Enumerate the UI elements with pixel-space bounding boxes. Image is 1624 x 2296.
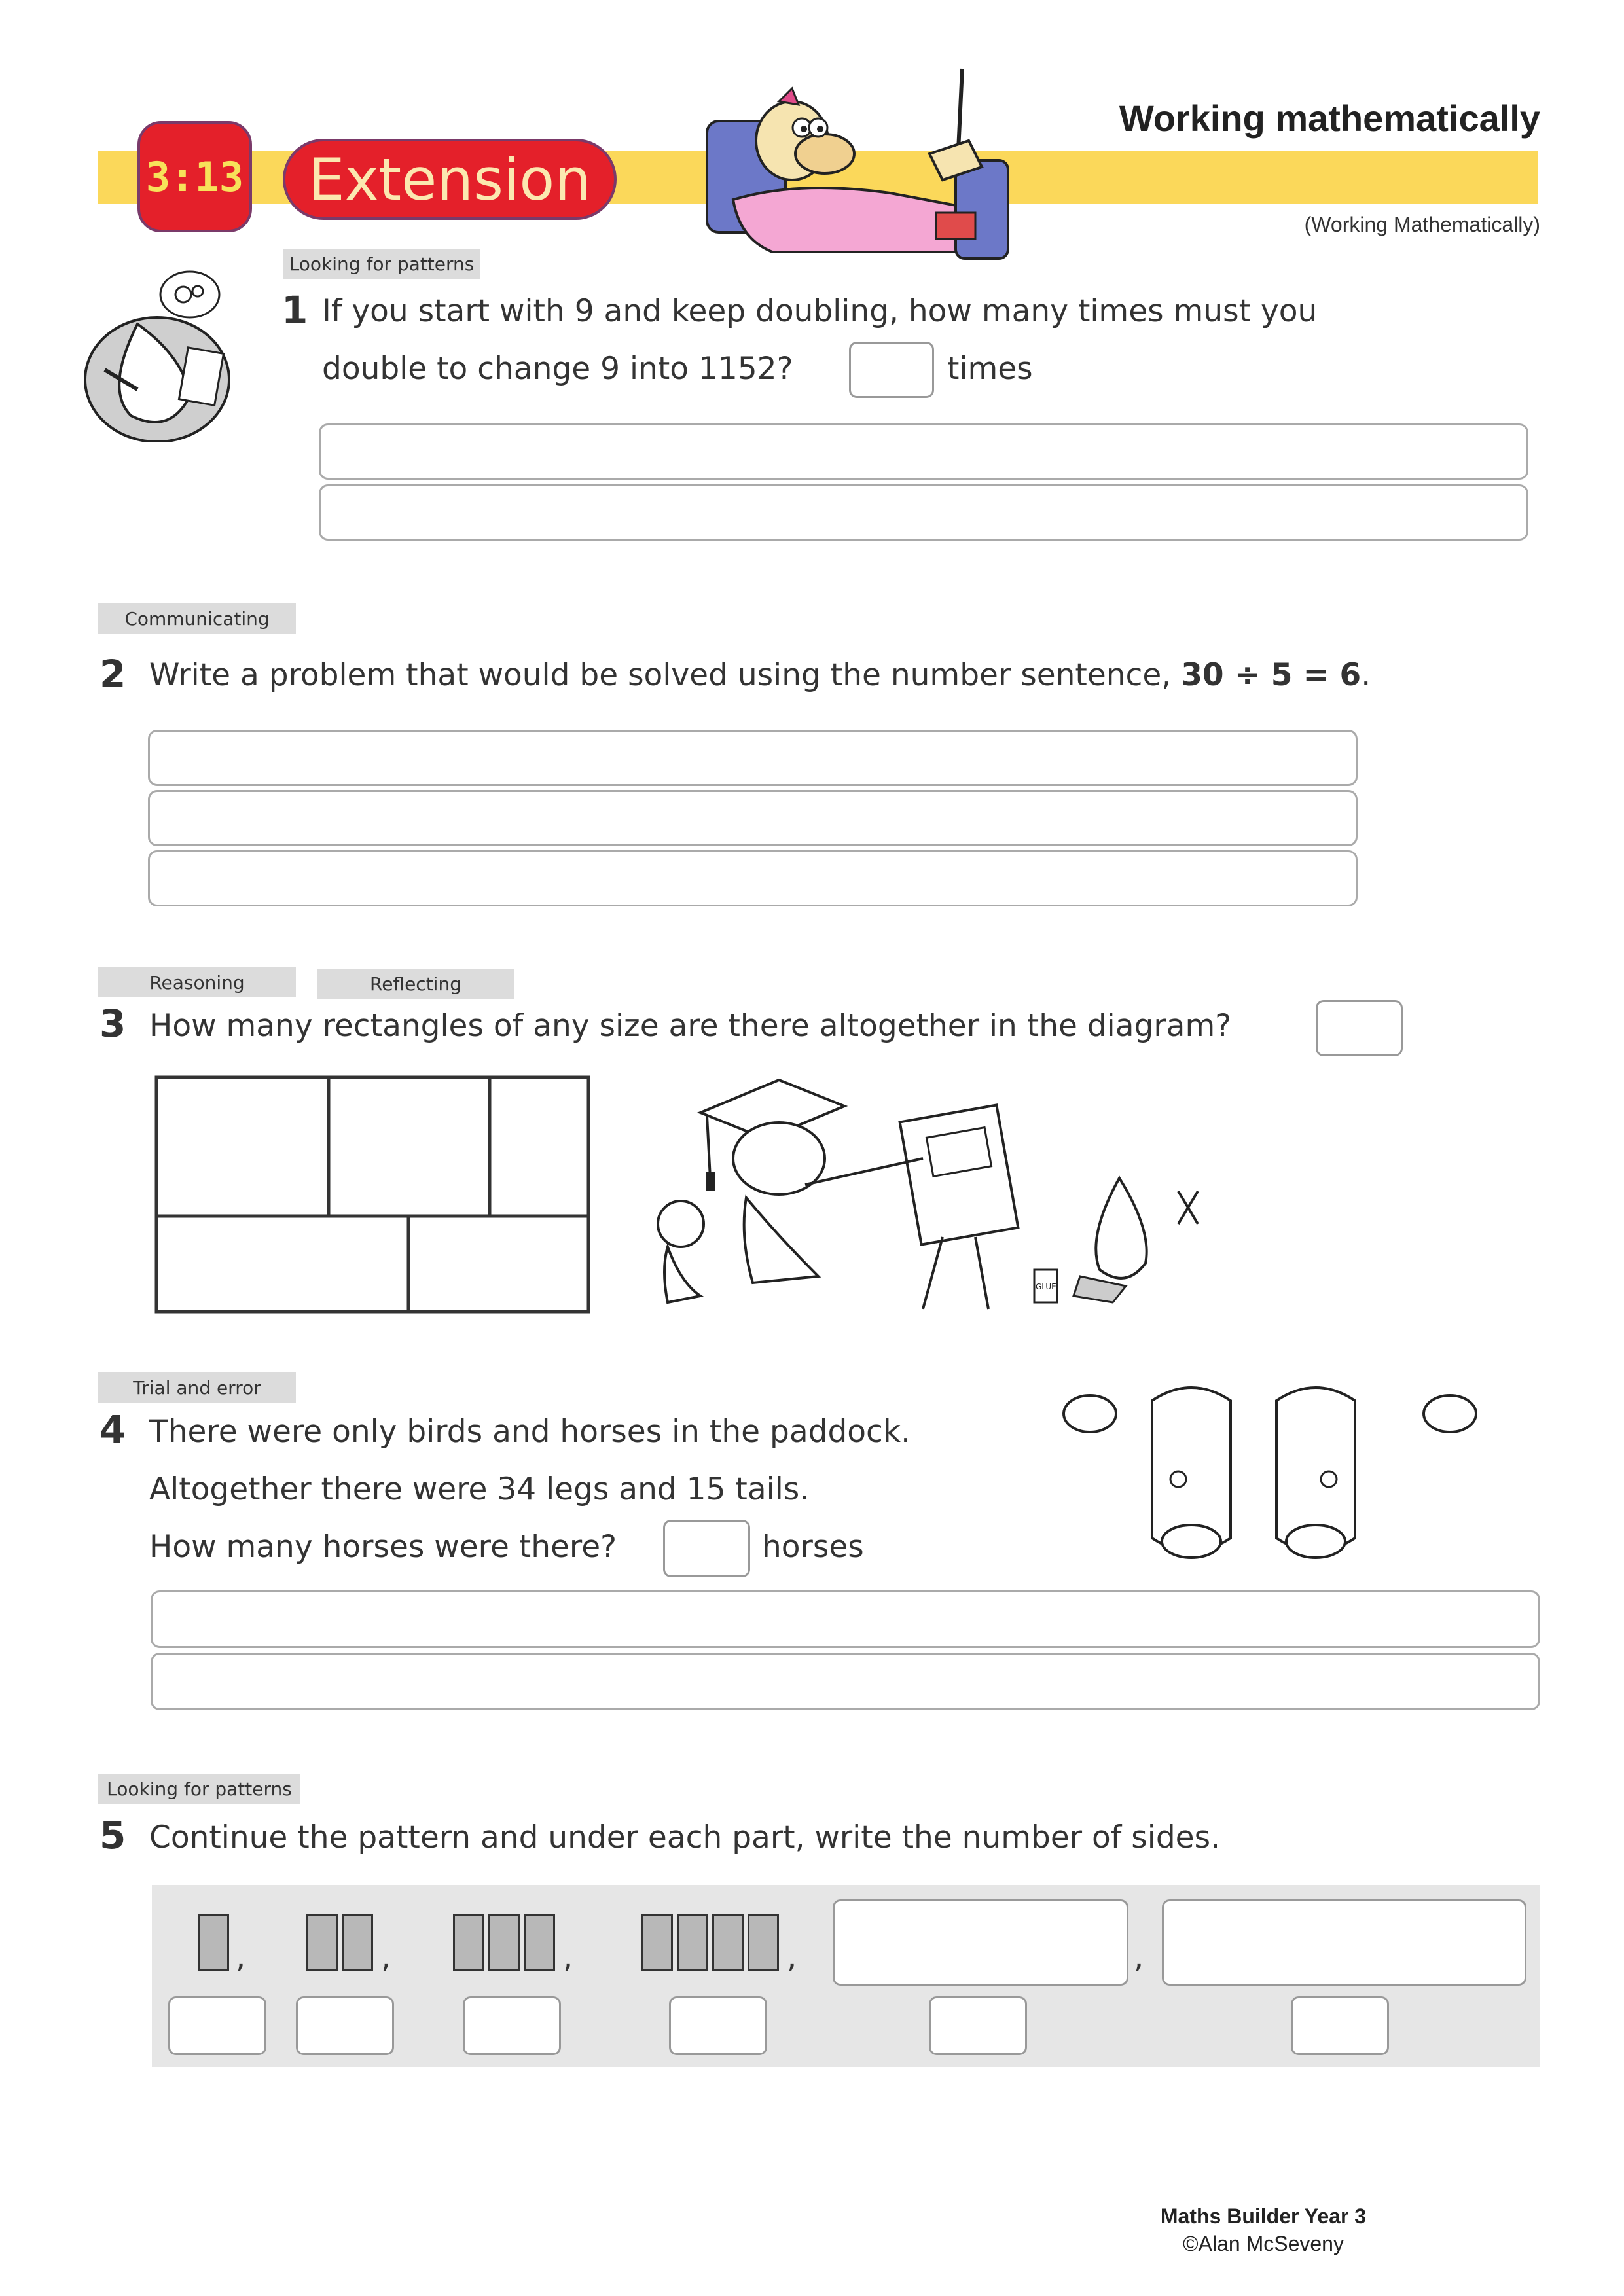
question-4-number: 4 <box>99 1407 126 1452</box>
question-2-text-main: Write a problem that would be solved using the number sentence, <box>149 657 1182 693</box>
pattern-square <box>342 1914 373 1971</box>
question-2-writing-line-3[interactable] <box>148 850 1358 906</box>
section-subtitle: (Working Mathematically) <box>1304 213 1540 236</box>
horses-and-birds-illustration <box>1054 1374 1486 1571</box>
sides-answer-box-6[interactable] <box>1291 1996 1389 2055</box>
lesson-number-badge: 3:13 <box>137 121 252 232</box>
question-2-number-sentence: 30 ÷ 5 = 6 <box>1181 657 1362 693</box>
pattern-square <box>748 1914 779 1971</box>
thinking-character-illustration <box>59 265 236 442</box>
question-3-tag-reasoning: Reasoning <box>98 967 296 997</box>
question-2-text-end: . <box>1361 657 1371 693</box>
question-1-working-line-1[interactable] <box>319 423 1528 480</box>
pattern-square <box>524 1914 555 1971</box>
question-3-text: How many rectangles of any size are there altogether in the diagram? <box>149 1008 1232 1044</box>
pattern-comma: , <box>236 1939 246 1975</box>
sides-answer-box-5[interactable] <box>929 1996 1027 2055</box>
question-4-tag: Trial and error <box>98 1372 296 1403</box>
question-4-working-line-1[interactable] <box>151 1590 1540 1648</box>
pattern-next-part-box-2[interactable] <box>1162 1899 1526 1986</box>
sides-answer-box-2[interactable] <box>296 1996 394 2055</box>
question-1-answer-box[interactable] <box>849 342 934 398</box>
question-2-text <box>149 657 1371 693</box>
question-4-answer-unit: horses <box>762 1529 864 1565</box>
question-1-number: 1 <box>281 288 308 332</box>
glue-bottle-label: GLUE <box>1036 1282 1056 1291</box>
question-2-tag: Communicating <box>98 603 296 634</box>
question-4-line-3: How many horses were there? <box>149 1529 617 1565</box>
pattern-square <box>641 1914 673 1971</box>
question-4-line-1: There were only birds and horses in the paddock. <box>149 1414 911 1450</box>
pattern-square <box>306 1914 338 1971</box>
question-3-answer-box[interactable] <box>1316 1000 1403 1056</box>
pattern-next-part-box-1[interactable] <box>833 1899 1128 1986</box>
question-2-writing-line-2[interactable] <box>148 790 1358 846</box>
pattern-comma: , <box>787 1939 797 1975</box>
question-3-number: 3 <box>99 1001 126 1046</box>
pattern-square <box>677 1914 708 1971</box>
footer-copyright: ©Alan McSeveny <box>1183 2232 1344 2255</box>
footer-book-title: Maths Builder Year 3 <box>1160 2204 1367 2228</box>
pattern-comma: , <box>1134 1939 1144 1975</box>
pattern-square <box>712 1914 744 1971</box>
pattern-comma: , <box>381 1939 391 1975</box>
pattern-comma: , <box>563 1939 573 1975</box>
question-4-line-2: Altogether there were 34 legs and 15 tails. <box>149 1471 810 1507</box>
sides-answer-box-1[interactable] <box>168 1996 266 2055</box>
pattern-square <box>488 1914 520 1971</box>
question-5-text: Continue the pattern and under each part, write the number of sides. <box>149 1820 1221 1856</box>
question-4-answer-box[interactable] <box>663 1520 750 1577</box>
sides-answer-box-4[interactable] <box>669 1996 767 2055</box>
question-1-working-line-2[interactable] <box>319 484 1528 541</box>
question-2-writing-line-1[interactable] <box>148 730 1358 786</box>
glue-scissors-character-illustration <box>1028 1172 1218 1316</box>
question-1-tag: Looking for patterns <box>283 249 480 279</box>
question-2-number: 2 <box>99 652 126 696</box>
section-title: Working mathematically <box>1119 98 1540 139</box>
question-3-tag-reflecting: Reflecting <box>317 969 514 999</box>
question-4-working-line-2[interactable] <box>151 1653 1540 1710</box>
question-1-line-2: double to change 9 into 1152? <box>322 351 793 387</box>
pattern-panel <box>152 1885 1540 2067</box>
rectangles-diagram <box>154 1075 590 1314</box>
pattern-square <box>198 1914 229 1971</box>
pattern-square <box>453 1914 484 1971</box>
lesson-title-badge: Extension <box>283 139 617 220</box>
question-5-tag: Looking for patterns <box>98 1774 300 1804</box>
question-1-line-1: If you start with 9 and keep doubling, how many times must you <box>322 293 1318 329</box>
question-1-answer-unit: times <box>947 351 1033 387</box>
question-5-number: 5 <box>99 1813 126 1857</box>
sides-answer-box-3[interactable] <box>463 1996 561 2055</box>
teacher-at-easel-illustration <box>648 1067 1054 1322</box>
cow-in-bed-illustration <box>694 62 1034 265</box>
